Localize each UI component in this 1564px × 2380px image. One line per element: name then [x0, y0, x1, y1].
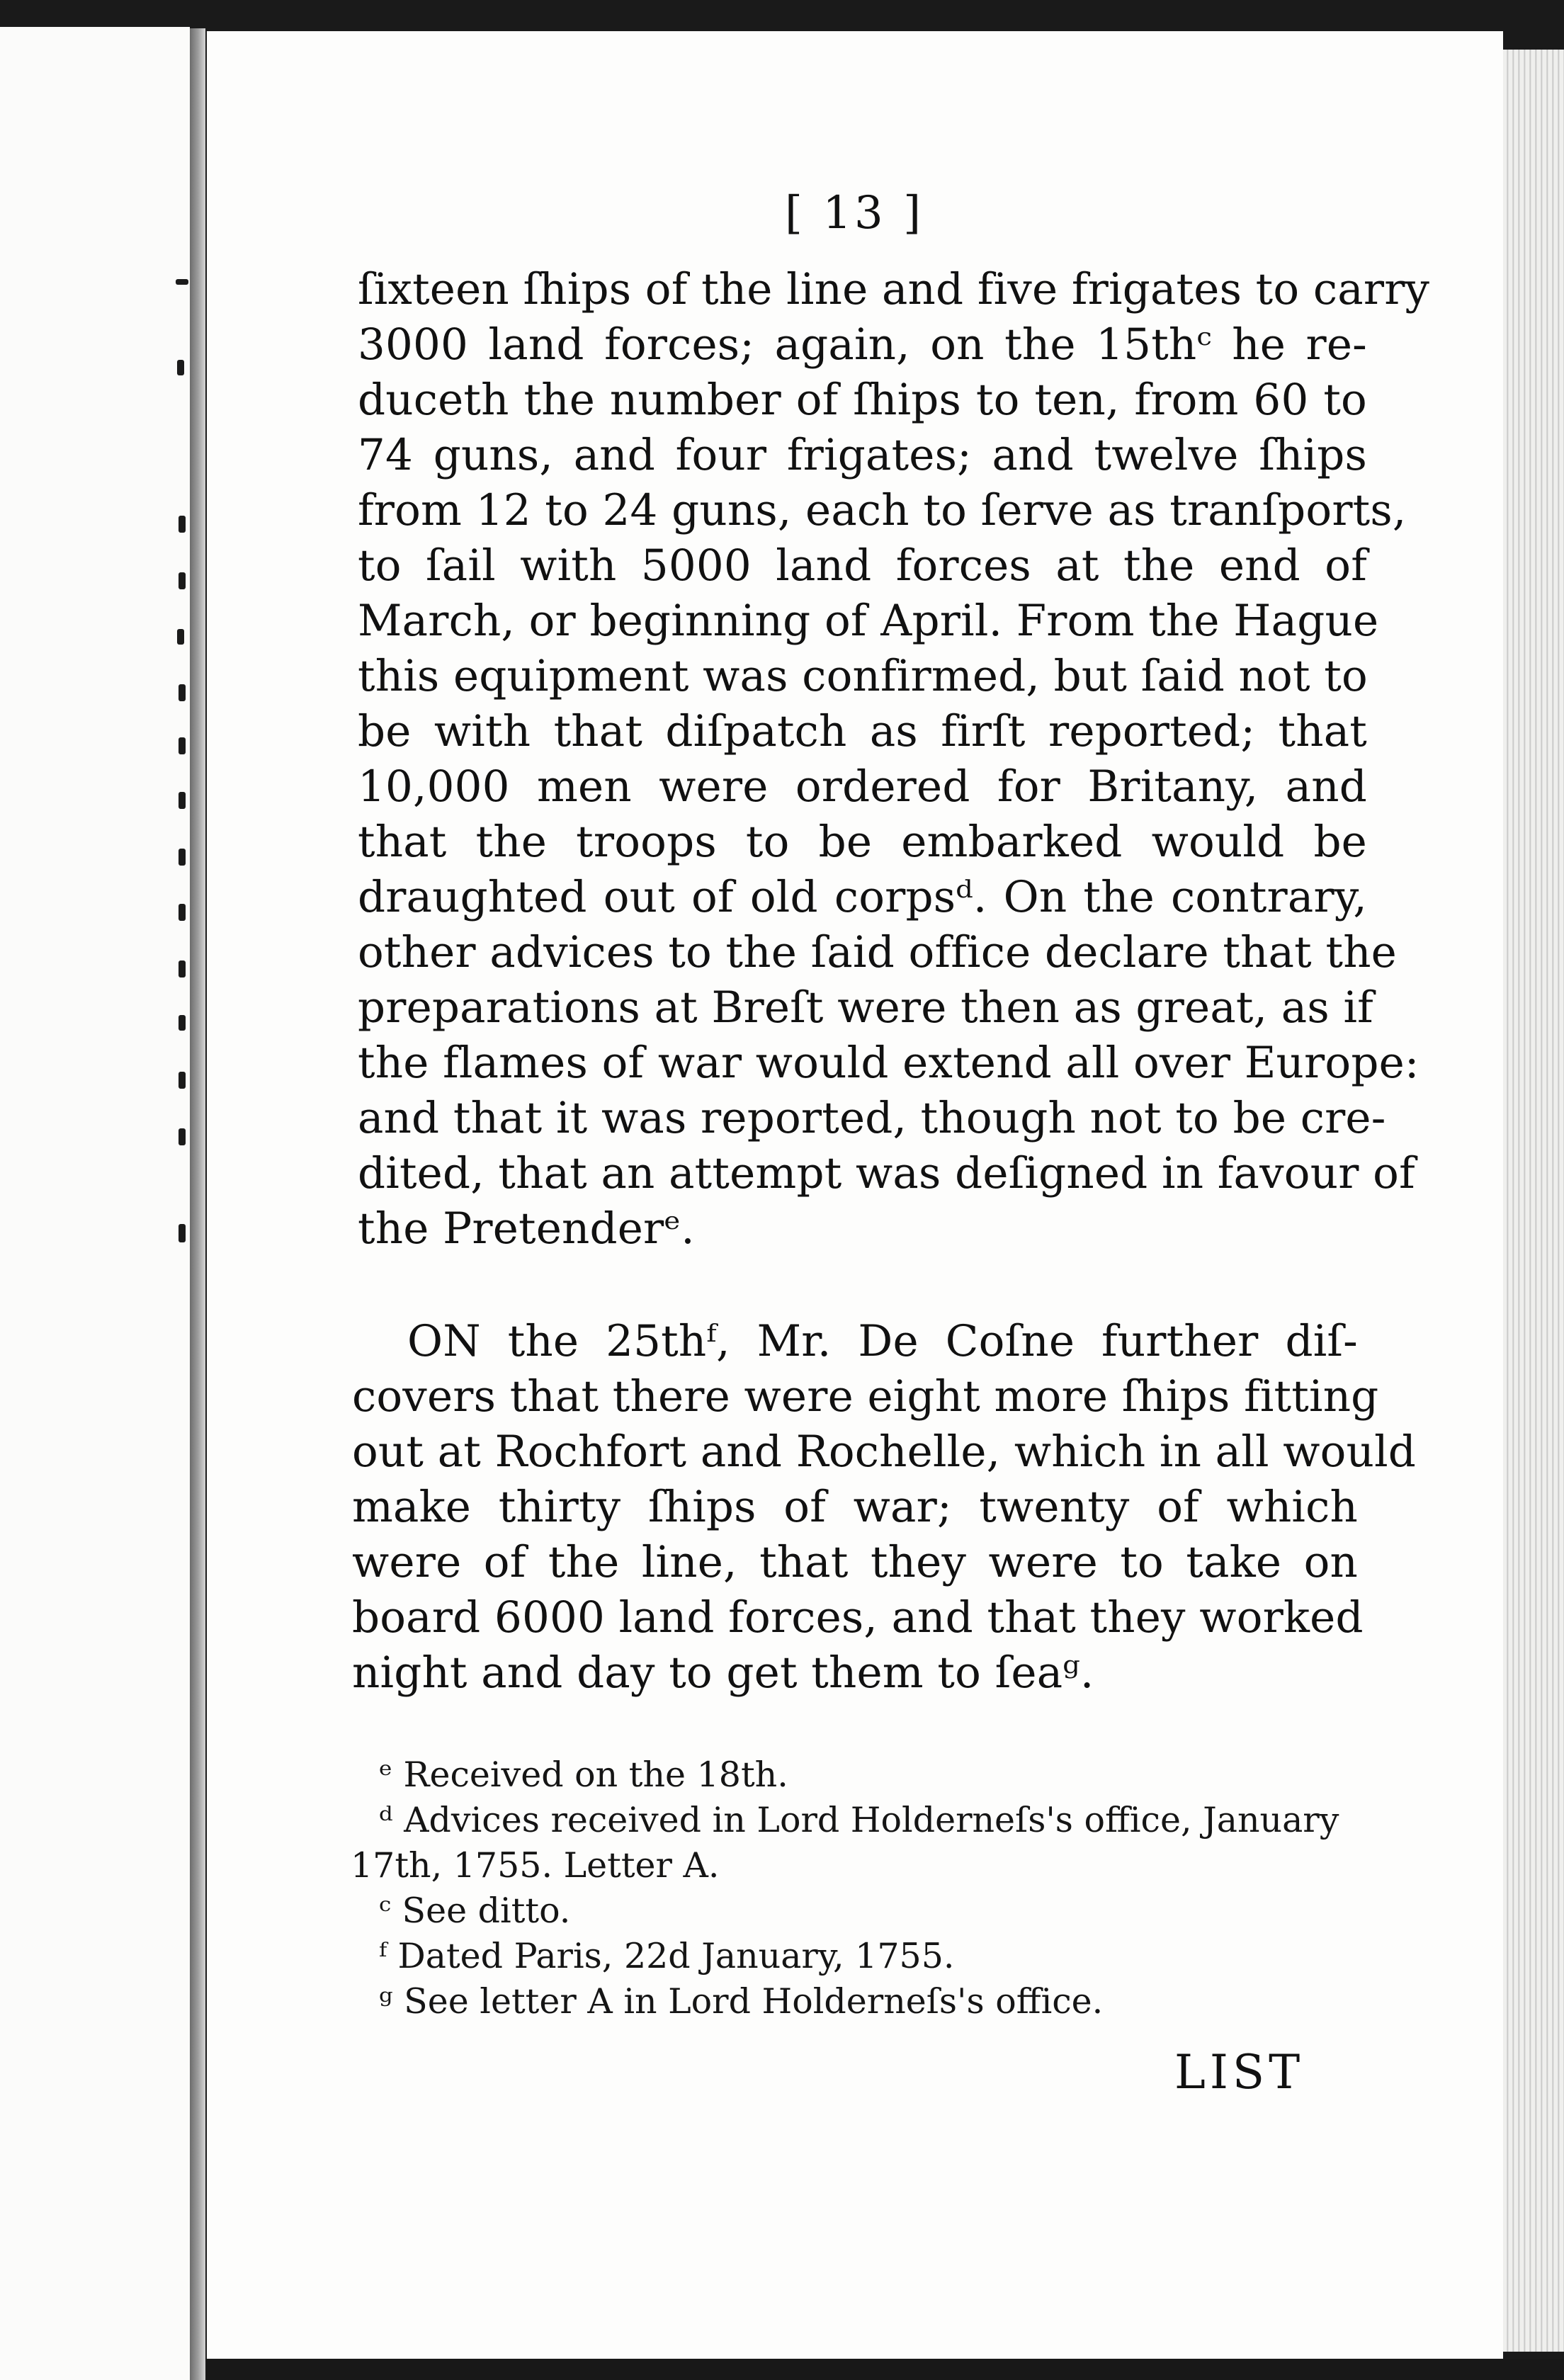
left-page-fragment [0, 27, 190, 2380]
page-number: [ 13 ] [785, 187, 924, 239]
text-line: preparations at Breſt were then as great, as if [358, 982, 1373, 1033]
paragraph-2 [352, 1314, 1417, 1701]
left-page-text-fragment [178, 849, 186, 866]
text-line: draughted out of old corpsᵈ. On the contrary, [358, 872, 1367, 922]
left-page-text-fragment [178, 1128, 186, 1145]
left-page-text-fragment [178, 572, 186, 589]
footnote: ᵉ Received on the 18th. [379, 1755, 788, 1795]
page-edges [1503, 50, 1564, 2352]
left-page-text-fragment [178, 904, 186, 921]
text-line: ON the 25thᶠ, Mr. De Coſne further diſ- [407, 1316, 1358, 1366]
text-line: that the troops to be embarked would be [358, 817, 1367, 867]
text-line: to ſail with 5000 land forces at the end of [358, 540, 1367, 591]
left-page-text-fragment [177, 629, 184, 645]
left-page-text-fragment [178, 737, 186, 754]
text-line: duceth the number of ſhips to ten, from 60 to [358, 375, 1367, 425]
text-line: this equipment was confirmed, but ſaid not to [358, 651, 1368, 701]
bottom-shadow [207, 2359, 1564, 2380]
text-line: the Pretenderᵉ. [358, 1203, 695, 1254]
text-line: board 6000 land forces, and that they worked [352, 1592, 1364, 1643]
text-line: the flames of war would extend all over Europe: [358, 1038, 1420, 1088]
left-page-text-fragment [178, 1015, 186, 1031]
catchword: LIST [1174, 2045, 1305, 2100]
text-line: make thirty ſhips of war; twenty of which [352, 1482, 1358, 1532]
left-page-text-fragment [178, 516, 186, 533]
text-line: ſixteen ſhips of the line and five frigates to carry [358, 264, 1430, 314]
left-page-text-fragment [176, 279, 188, 285]
left-page-text-fragment [178, 1224, 186, 1242]
left-page-text-fragment [178, 960, 186, 978]
footnote: ᵈ Advices received in Lord Holderneſs's office, January [379, 1800, 1339, 1840]
footnotes [351, 1752, 1356, 2024]
text-line: out at Rochfort and Rochelle, which in all would [352, 1427, 1417, 1477]
text-line: 74 guns, and four frigates; and twelve ſhips [358, 430, 1367, 480]
left-page-text-fragment [178, 792, 186, 809]
text-line: were of the line, that they were to take on [352, 1537, 1358, 1587]
left-page-text-fragment [178, 1072, 186, 1089]
paragraph-1 [358, 262, 1430, 1257]
text-line: dited, that an attempt was deſigned in favour of [358, 1148, 1415, 1198]
text-line: be with that diſpatch as firſt reported; that [358, 706, 1367, 756]
text-line: 3000 land forces; again, on the 15thᶜ he re- [358, 319, 1367, 370]
footnote-continuation: 17th, 1755. Letter A. [351, 1845, 720, 1886]
text-line: other advices to the ſaid office declare that the [358, 927, 1397, 978]
text-line: 10,000 men were ordered for Britany, and [358, 761, 1367, 812]
left-page-text-fragment [178, 684, 186, 701]
footnote: ᶠ Dated Paris, 22d January, 1755. [379, 1936, 955, 1976]
text-line: and that it was reported, though not to be cre- [358, 1093, 1386, 1143]
text-line: from 12 to 24 guns, each to ſerve as tranſports, [358, 485, 1407, 536]
footnote: ᵍ See letter A in Lord Holderneſs's office. [379, 1981, 1104, 2022]
text-line: night and day to get them to ſeaᵍ. [352, 1648, 1094, 1698]
text-line: covers that there were eight more ſhips fitting [352, 1371, 1379, 1422]
footnote: ᶜ See ditto. [379, 1891, 571, 1931]
gutter-shadow [190, 28, 205, 2380]
text-line: March, or beginning of April. From the Hague [358, 596, 1379, 646]
left-page-text-fragment [177, 360, 184, 375]
